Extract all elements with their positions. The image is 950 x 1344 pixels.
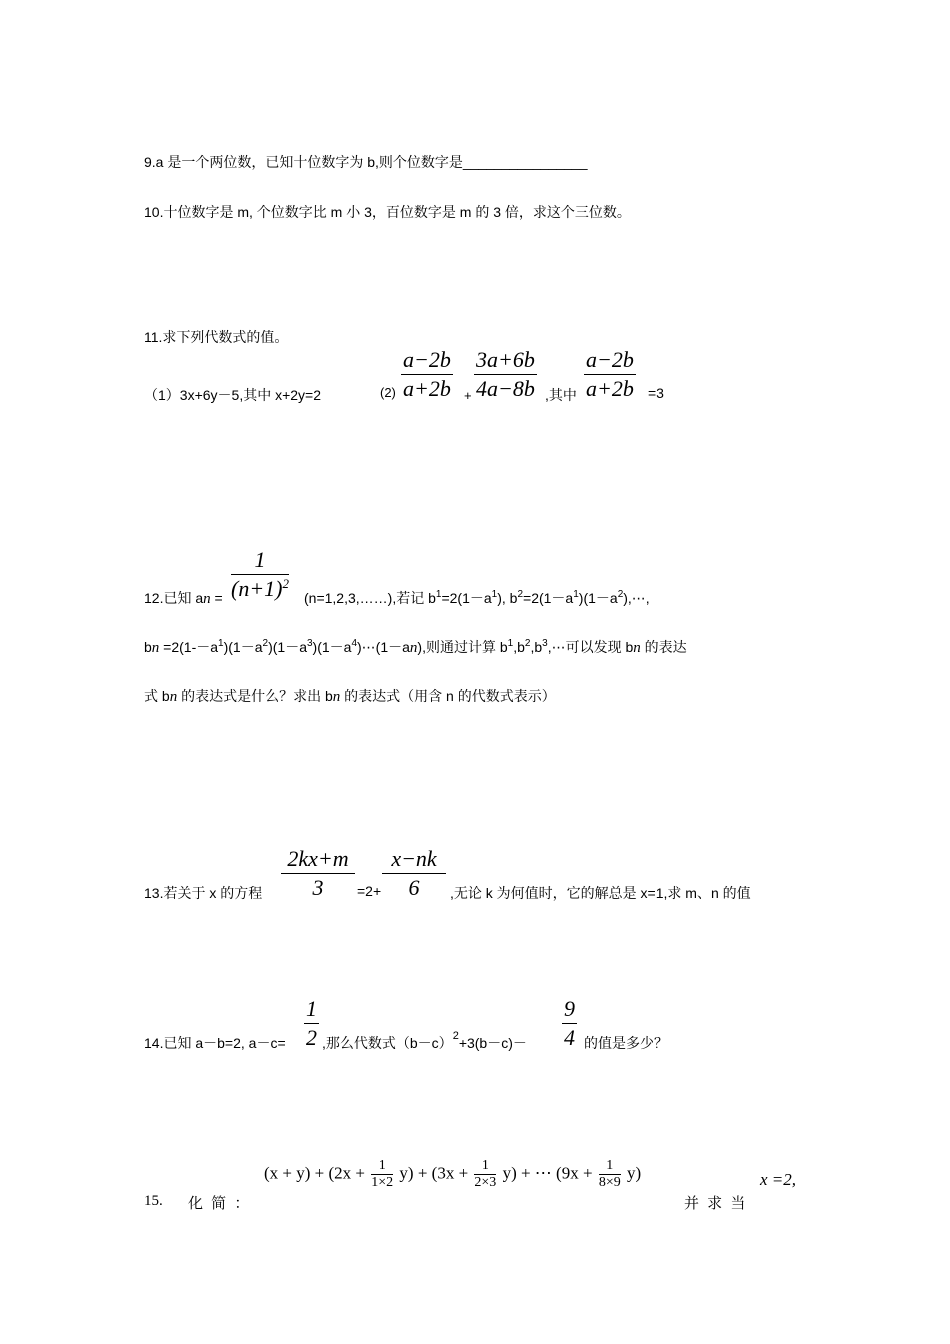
question-14-mid: [322, 1030, 527, 1053]
q15-expr-part: y): [626, 1163, 642, 1183]
q15-fraction-2-denominator: 2×3: [474, 1175, 497, 1190]
q12-sup: 3: [306, 638, 313, 649]
q15-condition-text: x =2,: [760, 1170, 797, 1189]
q14-fraction-1-numerator: 1: [304, 997, 319, 1024]
q12-fraction: [231, 548, 289, 604]
question-12-line-2: [144, 637, 687, 657]
q12-text: 的表达式（用含 n 的代数式表示）: [340, 688, 556, 704]
q14-exponent: 2: [452, 1030, 459, 1042]
q12-text: =2(1-－a: [159, 639, 219, 655]
q12-text: ,⋯可以发现 b: [547, 639, 634, 655]
question-13-lead: 13.若关于 x 的方程: [144, 885, 263, 901]
q11-fraction-2: [474, 348, 537, 401]
q12-text: )(1－a: [223, 639, 263, 655]
q15-fraction-2: [474, 1158, 496, 1191]
q12-sup: 2: [524, 638, 531, 649]
question-15-condition: [760, 1170, 796, 1190]
question-12-line-1-rest: [304, 588, 650, 608]
q12-sub-n: n: [203, 591, 211, 607]
q11-fraction-1: [401, 348, 453, 401]
question-15-tail: 并 求 当: [684, 1195, 748, 1212]
q11-fraction-1-numerator: a−2b: [401, 348, 453, 375]
q12-text: ,b: [530, 639, 543, 655]
q12-sup: 1: [507, 638, 514, 649]
question-9: 9.a 是一个两位数，已知十位数字为 b,则个位数字是________________: [144, 154, 588, 170]
q11-fraction-3: [584, 348, 636, 401]
q15-expr-part: (x + y) + (2x +: [264, 1163, 365, 1183]
q14-fraction-2-denominator: 4: [564, 1025, 575, 1050]
question-12-line-3: [144, 686, 556, 706]
q12-sup: 1: [573, 589, 579, 600]
q13-fraction-2-numerator: x−nk: [382, 847, 446, 874]
q12-text: =2(1－a: [523, 590, 574, 606]
q15-fraction-1-numerator: 1: [371, 1158, 393, 1175]
q12-text: (n=1,2,3,……),若记 b: [304, 590, 436, 606]
q13-fraction-1: [281, 847, 355, 900]
q12-sup: 4: [351, 638, 358, 649]
q12-text: b: [144, 639, 152, 655]
q12-text: 的表达式是什么？求出 b: [177, 688, 333, 704]
q12-text: =2(1－a: [441, 590, 492, 606]
question-15-label: 化 简 ：: [188, 1195, 252, 1212]
q14-fraction-1-denominator: 2: [306, 1025, 317, 1050]
q12-denominator-exponent: 2: [282, 576, 289, 591]
q13-fraction-2: [382, 847, 446, 900]
q14-fraction-2-numerator: 9: [562, 997, 577, 1024]
q12-sub-n: n: [332, 689, 341, 705]
q12-lead: 12.已知 a: [144, 590, 204, 606]
q12-text: ),则通过计算 b: [417, 639, 508, 655]
q12-sub-n: n: [409, 640, 418, 656]
question-12-line-1: [144, 588, 223, 608]
question-11-part-2-label: (2): [380, 385, 396, 400]
q15-fraction-1-denominator: 1×2: [371, 1175, 394, 1190]
q11-fraction-1-denominator: a+2b: [403, 376, 451, 401]
question-15-number: 15.: [144, 1193, 163, 1209]
q15-fraction-2-numerator: 1: [474, 1158, 496, 1175]
q15-expr-part: y) + (3x +: [399, 1163, 469, 1183]
q15-expression: [264, 1158, 641, 1191]
q15-fraction-3-numerator: 1: [599, 1158, 621, 1175]
q11-fraction-2-denominator: 4a−8b: [476, 376, 535, 401]
q12-text: 式 b: [144, 688, 170, 704]
question-11-part-1: （1）3x+6y－5,其中 x+2y=2: [144, 387, 322, 403]
q11-fraction-2-numerator: 3a+6b: [474, 348, 537, 375]
question-11-title: 11.求下列代数式的值。: [144, 329, 289, 345]
q12-sub-n: n: [633, 640, 641, 656]
q12-sup: 1: [435, 589, 442, 600]
q12-sup: 1: [491, 589, 498, 600]
q12-sub-n: n: [169, 689, 178, 705]
q15-expr-part: y) + ⋯ (9x +: [502, 1163, 593, 1183]
q12-text: ), b: [497, 590, 518, 606]
q11-where: ,其中: [545, 387, 577, 403]
q12-sup: 2: [262, 638, 269, 649]
question-13-rest: ,无论 k 为何值时，它的解总是 x=1,求 m、n 的值: [450, 885, 751, 901]
q12-text: )(1－a: [578, 590, 618, 606]
q15-fraction-3: [599, 1158, 621, 1191]
q14-fraction-2: [562, 997, 577, 1050]
q12-fraction-denominator: [231, 575, 289, 604]
q11-fraction-3-denominator: a+2b: [586, 376, 634, 401]
q13-fraction-1-numerator: 2kx+m: [281, 847, 355, 874]
q14-text: ,那么代数式（b－c）: [322, 1035, 453, 1051]
q11-fraction-3-numerator: a−2b: [584, 348, 636, 375]
question-14-lead: 14.已知 a－b=2, a－c=: [144, 1035, 286, 1051]
q13-mid: =2+: [357, 883, 382, 899]
q12-eq: =: [210, 590, 223, 606]
q12-sup: 2: [517, 589, 524, 600]
q15-fraction-3-denominator: 8×9: [598, 1175, 621, 1190]
q12-sup: 2: [617, 589, 624, 600]
q13-fraction-2-denominator: 6: [408, 875, 420, 900]
q12-fraction-numerator: 1: [231, 548, 289, 575]
q12-sup: 3: [542, 638, 548, 649]
q14-text: +3(b－c)－: [458, 1035, 527, 1051]
q12-text: 的表达: [640, 639, 687, 655]
q12-text: )⋯(1－a: [357, 639, 410, 655]
q12-text: )(1－a: [312, 639, 352, 655]
q12-text: ),⋯,: [623, 590, 650, 606]
q12-sup: 1: [218, 638, 224, 649]
question-14-rest: 的值是多少？: [584, 1035, 668, 1051]
q12-sub-n: n: [151, 640, 160, 656]
q13-fraction-1-denominator: 3: [312, 875, 324, 900]
q11-equals: =3: [648, 385, 664, 401]
q12-text: )(1－a: [268, 639, 307, 655]
q15-fraction-1: [371, 1158, 393, 1191]
q12-denominator-base: (n+1): [231, 576, 283, 601]
question-10: 10.十位数字是 m, 个位数字比 m 小 3，百位数字是 m 的 3 倍，求这个三位数。: [144, 204, 631, 220]
q14-fraction-1: [304, 997, 319, 1050]
q12-text: ,b: [513, 639, 525, 655]
q11-plus: +: [464, 388, 472, 403]
